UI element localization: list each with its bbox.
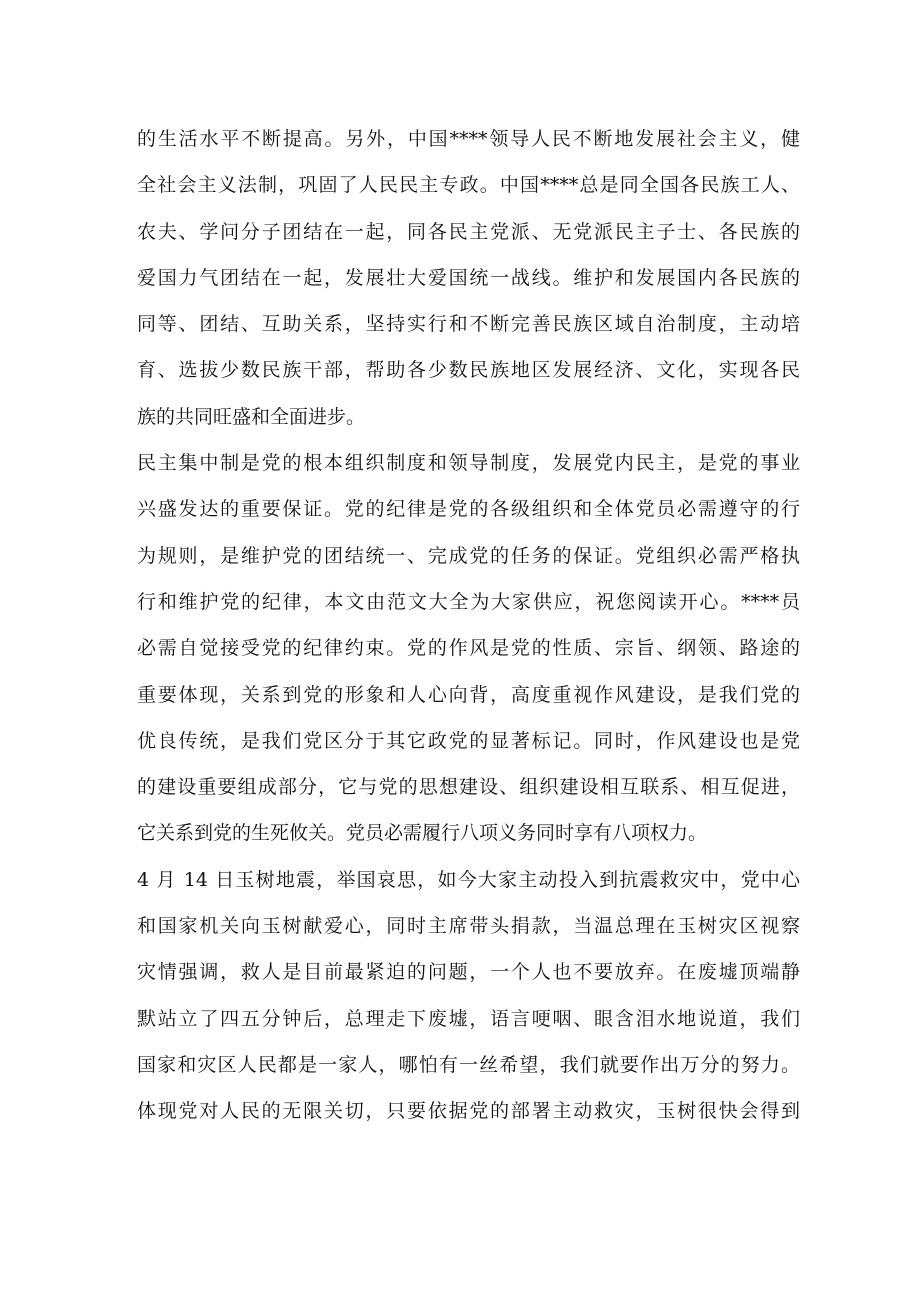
text-line: 它关系到党的生死攸关。党员必需履行八项义务同时享有八项权力。 (137, 822, 708, 845)
text-line: 同等、团结、互助关系，坚持实行和不断完善民族区域自治制度，主动培 (137, 313, 800, 336)
text-line: 灾情强调，救人是目前最紧迫的问题，一个人也不要放弃。在废墟顶端静 (137, 961, 800, 984)
text-line: 4 月 14 日玉树地震，举国哀思，如今大家主动投入到抗震救灾中，党中心 (137, 868, 800, 891)
text-line: 育、选拔少数民族干部，帮助各少数民族地区发展经济、文化，实现各民 (137, 359, 800, 382)
text-line: 体现党对人民的无限关切，只要依据党的部署主动救灾，玉树很快会得到 (137, 1100, 800, 1123)
text-line: 兴盛发达的重要保证。党的纪律是党的各级组织和全体党员必需遵守的行 (137, 498, 800, 521)
text-line: 默站立了四五分钟后，总理走下废墟，语言哽咽、眼含泪水地说道，我们 (137, 1007, 800, 1030)
text-line: 和国家机关向玉树献爱心，同时主席带头捐款，当温总理在玉树灾区视察 (137, 915, 800, 938)
text-line: 为规则，是维护党的团结统一、完成党的任务的保证。党组织必需严格执 (137, 544, 800, 567)
text-line: 民主集中制是党的根本组织制度和领导制度，发展党内民主，是党的事业 (137, 452, 800, 475)
text-line: 国家和灾区人民都是一家人，哪怕有一丝希望，我们就要作出万分的努力。 (137, 1053, 800, 1076)
text-line: 全社会主义法制，巩固了人民民主专政。中国****总是同全国各民族工人、 (137, 174, 800, 197)
text-line: 必需自觉接受党的纪律约束。党的作风是党的性质、宗旨、纲领、路途的 (137, 637, 800, 660)
text-line: 行和维护党的纪律，本文由范文大全为大家供应，祝您阅读开心。****员 (137, 590, 800, 613)
text-line: 优良传统，是我们党区分于其它政党的显著标记。同时，作风建设也是党 (137, 729, 800, 752)
text-line: 的建设重要组成部分，它与党的思想建设、组织建设相互联系、相互促进， (137, 776, 800, 799)
text-line: 农夫、学问分子团结在一起，同各民主党派、无党派民主子士、各民族的 (137, 220, 800, 243)
text-line: 的生活水平不断提高。另外，中国****领导人民不断地发展社会主义，健 (137, 128, 800, 150)
text-line: 重要体现，关系到党的形象和人心向背，高度重视作风建设，是我们党的 (137, 683, 800, 706)
document-body (137, 116, 800, 1135)
text-line: 族的共同旺盛和全面进步。 (137, 405, 366, 428)
text-line: 爱国力气团结在一起，发展壮大爱国统一战线。维护和发展国内各民族的 (137, 266, 800, 289)
